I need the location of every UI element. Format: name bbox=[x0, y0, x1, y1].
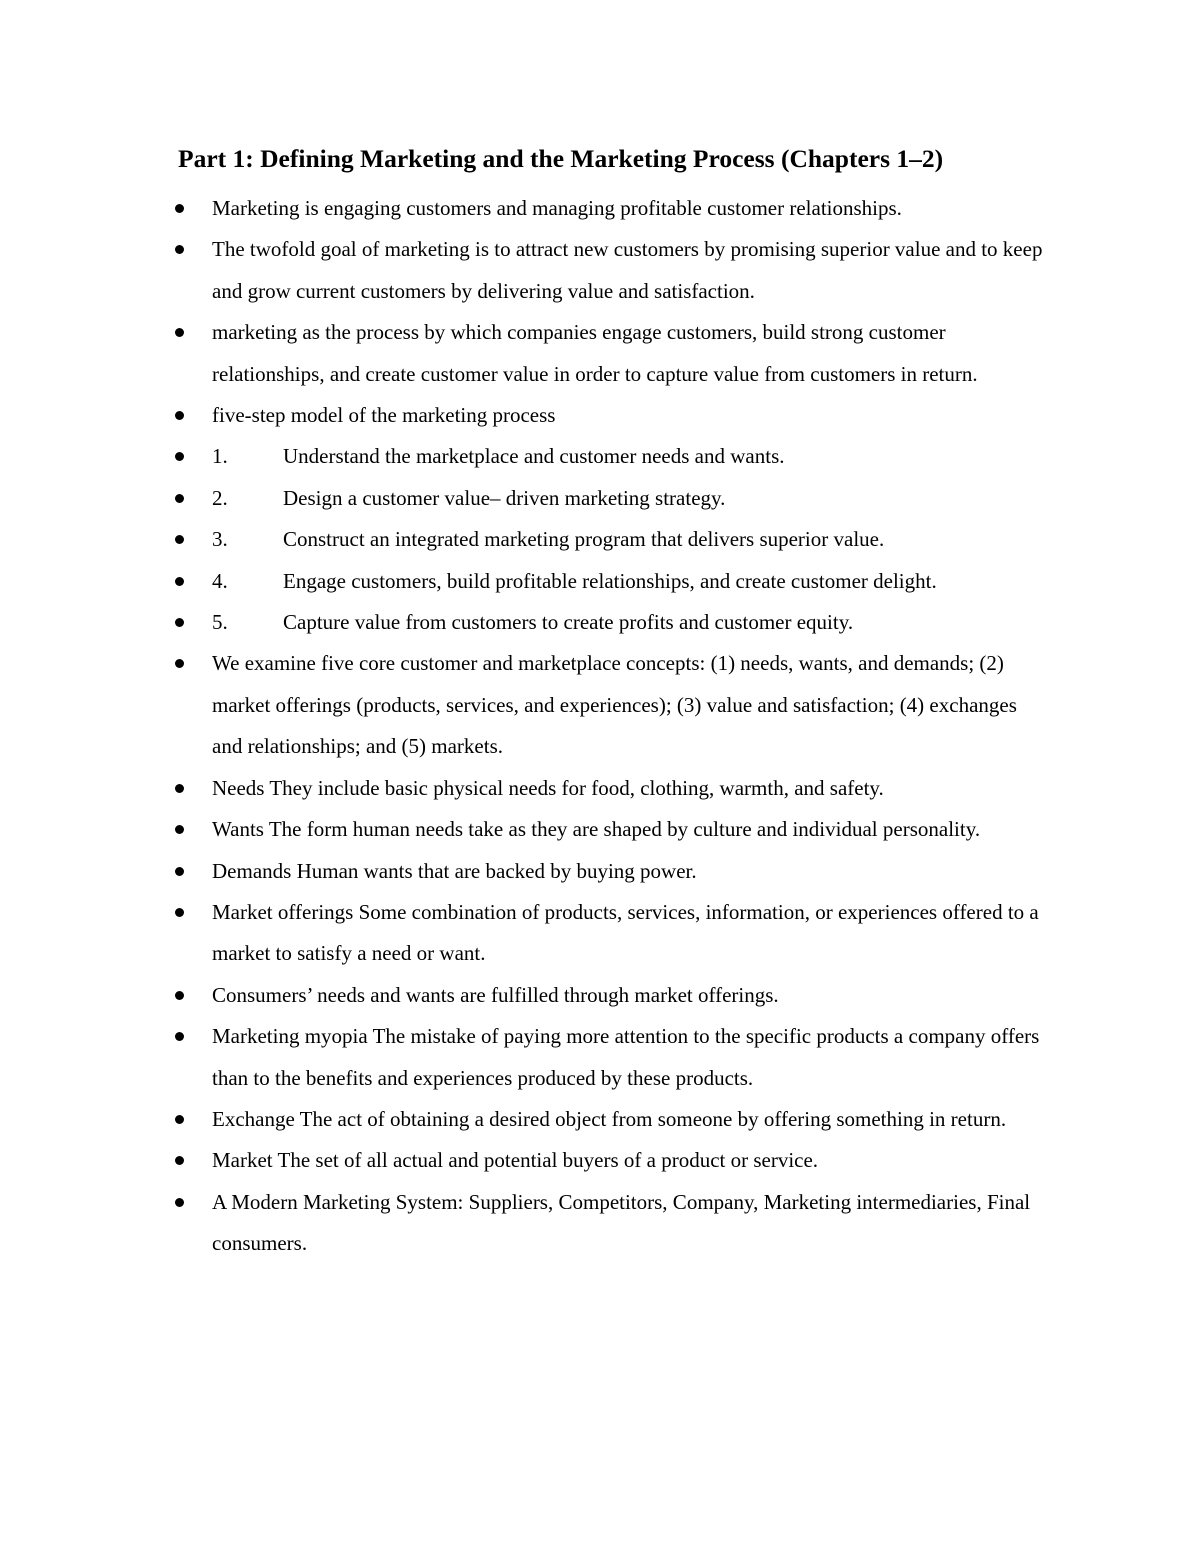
item-text: Wants The form human needs take as they are shaped by culture and individual personality. bbox=[212, 817, 981, 842]
item-text: Market offerings Some combination of products, services, information, or experiences offered to a market to satisfy a need or want. bbox=[212, 899, 1039, 966]
list-item bbox=[172, 1099, 1052, 1140]
list-item bbox=[172, 643, 1052, 767]
item-text: Demands Human wants that are backed by buying power. bbox=[212, 858, 697, 883]
list-item bbox=[172, 395, 1052, 436]
item-text: We examine five core customer and marketplace concepts: (1) needs, wants, and demands; (2) market offerings (products, services, and experiences); (3) value and satisfaction; (4) exchanges and relationships; and (5) markets. bbox=[212, 651, 1017, 759]
bullet-icon bbox=[175, 867, 184, 876]
list-item bbox=[172, 975, 1052, 1016]
list-item-step bbox=[172, 561, 1052, 602]
list-item bbox=[172, 809, 1052, 850]
list-item-step bbox=[172, 478, 1052, 519]
bullet-icon bbox=[175, 535, 184, 544]
bullet-icon bbox=[175, 1156, 184, 1165]
item-text: Consumers’ needs and wants are fulfilled through market offerings. bbox=[212, 982, 779, 1007]
list-item bbox=[172, 312, 1052, 395]
bullet-icon bbox=[175, 1115, 184, 1124]
item-text: Engage customers, build profitable relationships, and create customer delight. bbox=[283, 568, 937, 593]
list-item-step bbox=[172, 436, 1052, 477]
bullet-icon bbox=[175, 825, 184, 834]
list-item-step bbox=[172, 519, 1052, 560]
item-text: Construct an integrated marketing program that delivers superior value. bbox=[283, 527, 885, 552]
bullet-icon bbox=[175, 659, 184, 668]
item-text: The twofold goal of marketing is to attract new customers by promising superior value and to keep and grow current customers by delivering value and satisfaction. bbox=[212, 237, 1043, 303]
list-item bbox=[172, 851, 1052, 892]
step-number: 4. bbox=[212, 568, 228, 593]
step-number: 3. bbox=[212, 527, 228, 552]
bullet-icon bbox=[175, 618, 184, 627]
bullet-icon bbox=[175, 577, 184, 586]
list-item bbox=[172, 188, 1052, 229]
item-text: Understand the marketplace and customer needs and wants. bbox=[283, 444, 785, 469]
bullet-icon bbox=[175, 1198, 184, 1207]
bullet-icon bbox=[175, 908, 184, 917]
item-text: Marketing is engaging customers and managing profitable customer relationships. bbox=[212, 196, 902, 220]
item-text: Marketing myopia The mistake of paying more attention to the specific products a company offers than to the benefits and experiences produced by these products. bbox=[212, 1024, 1040, 1090]
item-text: Design a customer value– driven marketing strategy. bbox=[283, 485, 726, 510]
list-item bbox=[172, 1182, 1052, 1265]
bullet-icon bbox=[175, 991, 184, 1000]
list-item bbox=[172, 1016, 1052, 1099]
list-item bbox=[172, 229, 1052, 312]
list-item-step bbox=[172, 602, 1052, 643]
bullet-icon bbox=[175, 328, 184, 337]
bullet-icon bbox=[175, 411, 184, 420]
item-text: Market The set of all actual and potential buyers of a product or service. bbox=[212, 1148, 819, 1173]
item-text: Capture value from customers to create profits and customer equity. bbox=[283, 610, 854, 635]
bullet-list bbox=[172, 188, 1052, 1265]
bullet-icon bbox=[175, 494, 184, 503]
step-number: 5. bbox=[212, 610, 228, 635]
step-number: 2. bbox=[212, 485, 228, 510]
bullet-icon bbox=[175, 204, 184, 213]
list-item bbox=[172, 892, 1052, 975]
item-text: Needs They include basic physical needs for food, clothing, warmth, and safety. bbox=[212, 775, 884, 800]
item-text: A Modern Marketing System: Suppliers, Competitors, Company, Marketing intermediaries, Final consumers. bbox=[212, 1189, 1031, 1256]
bullet-icon bbox=[175, 1032, 184, 1041]
step-number: 1. bbox=[212, 444, 228, 469]
item-text: five-step model of the marketing process bbox=[212, 403, 556, 428]
bullet-icon bbox=[175, 784, 184, 793]
bullet-icon bbox=[175, 245, 184, 254]
item-text: marketing as the process by which companies engage customers, build strong customer relationships, and create customer value in order to capture value from customers in return. bbox=[212, 320, 978, 386]
bullet-icon bbox=[175, 452, 184, 461]
item-text: Exchange The act of obtaining a desired object from someone by offering something in return. bbox=[212, 1106, 1007, 1131]
list-item bbox=[172, 1140, 1052, 1181]
list-item bbox=[172, 768, 1052, 809]
section-heading: Part 1: Defining Marketing and the Marketing Process (Chapters 1–2) bbox=[178, 144, 944, 173]
